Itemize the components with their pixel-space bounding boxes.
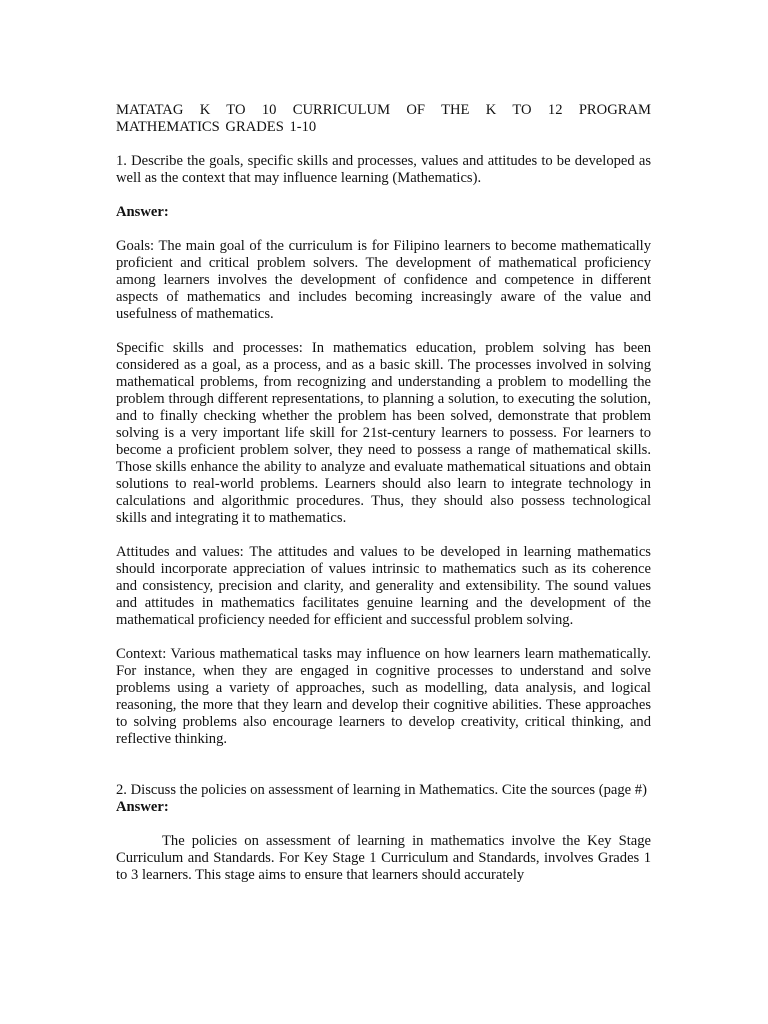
skills-paragraph: Specific skills and processes: In mathematics education, problem solving has been considered as a goal, as a process, and as a basic skill. The processes involved in solving mathematical problems, from recognizing and understanding a problem to modelling the problem through different representations, to planning a solution, to executing the solution, and to finally checking whether the problem has been solved, demonstrate that problem solving is a very important life skill for 21st-century learners to possess. For learners to become a proficient problem solver, they need to possess a range of mathematical skills. Those skills enhance the ability to analyze and evaluate mathematical situations and obtain solutions to real-world problems. Learners should also learn to integrate technology in calculations and algorithmic procedures. Thus, they should also possess technological skills and integrating it to mathematics. xyxy=(116,340,651,526)
policies-paragraph: The policies on assessment of learning in mathematics involve the Key Stage Curriculum and Standards. For Key Stage 1 Curriculum and Standards, involves Grades 1 to 3 learners. This stage aims to ensure that learners should accurately xyxy=(116,833,651,883)
goals-paragraph: Goals: The main goal of the curriculum is for Filipino learners to become mathematically proficient and critical problem solvers. The development of mathematical proficiency among learners involves the development of confidence and competence in different aspects of mathematics and includes becoming increasingly aware of the value and usefulness of mathematics. xyxy=(116,238,651,322)
context-paragraph: Context: Various mathematical tasks may influence on how learners learn mathematically. For instance, when they are engaged in cognitive processes to understand and solve problems using a variety of approaches, such as modelling, data analysis, and logical reasoning, the more that they learn and develop their cognitive abilities. These approaches to solving problems also encourage learners to develop creativity, critical thinking, and reflective thinking. xyxy=(116,646,651,747)
document-page xyxy=(116,102,651,884)
attitudes-paragraph: Attitudes and values: The attitudes and values to be developed in learning mathematics should incorporate appreciation of values intrinsic to mathematics such as its coherence and consistency, precision and clarity, and generality and extensibility. The sound values and attitudes in mathematics facilitates genuine learning and the development of the mathematical proficiency needed for efficient and successful problem solving. xyxy=(116,544,651,628)
question-1: 1. Describe the goals, specific skills and processes, values and attitudes to be developed as well as the context that may influence learning (Mathematics). xyxy=(116,153,651,186)
question-2: 2. Discuss the policies on assessment of learning in Mathematics. Cite the sources (page #) xyxy=(116,782,647,798)
answer-label-2: Answer: xyxy=(116,799,169,815)
document-title: MATATAG K TO 10 CURRICULUM OF THE K TO 12 PROGRAM MATHEMATICS GRADES 1-10 xyxy=(116,102,651,135)
answer-label-1: Answer: xyxy=(116,204,169,220)
